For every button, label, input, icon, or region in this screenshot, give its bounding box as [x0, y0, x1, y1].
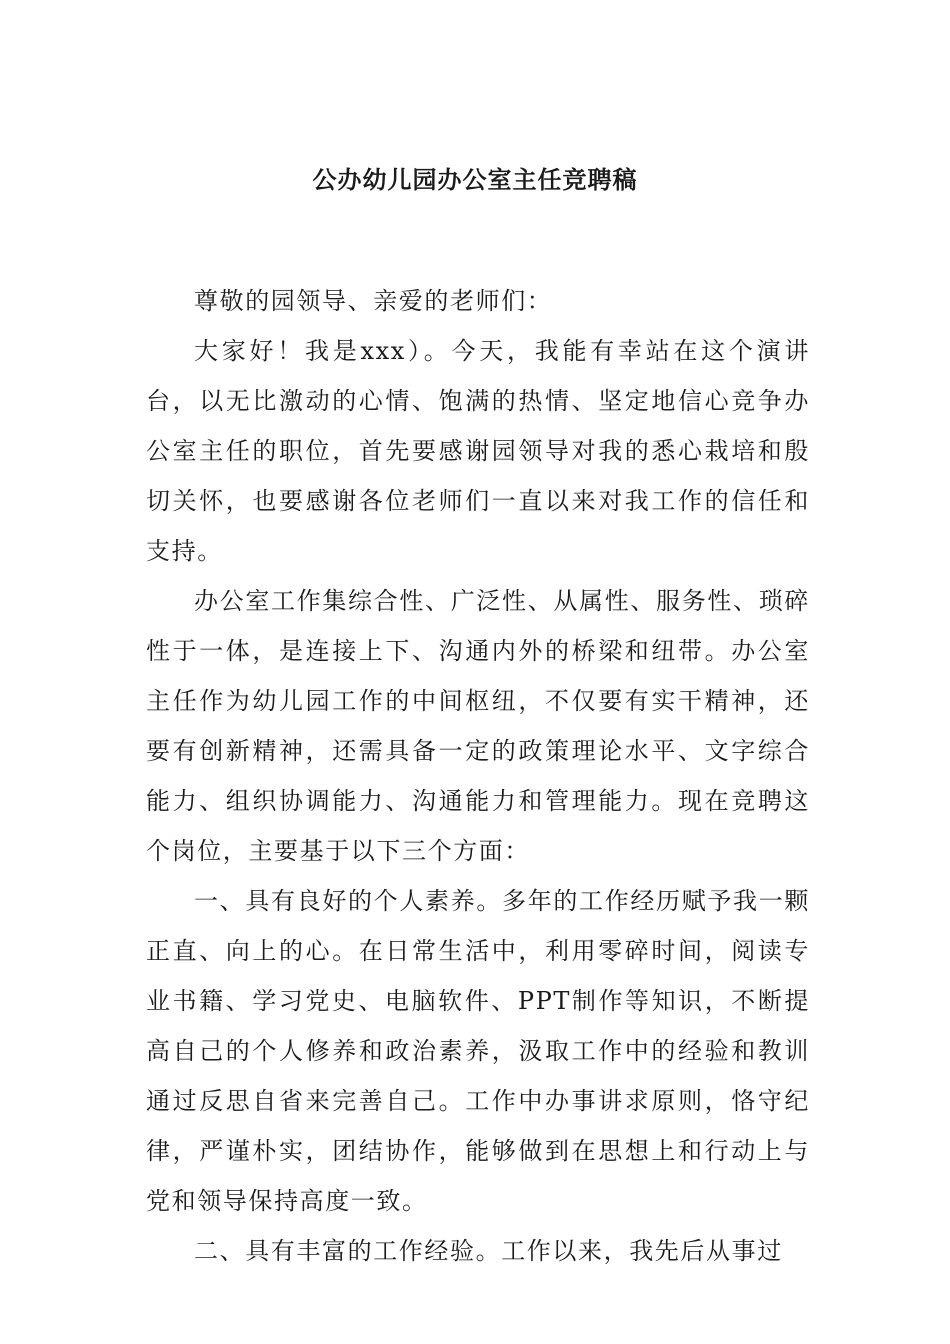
- point-one-paragraph: 一、具有良好的个人素养。多年的工作经历赋予我一颗正直、向上的心。在日常生活中，利用零碎时间，阅读专业书籍、学习党史、电脑软件、PPT制作等知识，不断提高自己的个人修养和政治素养，汲取工作中的经验和教训通过反思自省来完善自己。工作中办事讲求原则，恪守纪律，严谨朴实，团结协作，能够做到在思想上和行动上与党和领导保持高度一致。: [146, 887, 810, 1215]
- point-two-paragraph: 二、具有丰富的工作经验。工作以来，我先后从事过: [194, 1237, 783, 1265]
- greeting-paragraph: 大家好！我是xxx）。今天，我能有幸站在这个演讲台，以无比激动的心情、饱满的热情、坚定地信心竞争办公室主任的职位，首先要感谢园领导对我的悉心栽培和殷切关怀，也要感谢各位老师们一直以来对我工作的信任和支持。: [146, 337, 810, 565]
- salutation-paragraph: 尊敬的园领导、亲爱的老师们：: [194, 287, 553, 315]
- office-work-paragraph: 办公室工作集综合性、广泛性、从属性、服务性、琐碎性于一体，是连接上下、沟通内外的桥梁和纽带。办公室主任作为幼儿园工作的中间枢纽，不仅要有实干精神，还要有创新精神，还需具备一定的政策理论水平、文字综合能力、组织协调能力、沟通能力和管理能力。现在竞聘这个岗位，主要基于以下三个方面：: [146, 587, 810, 865]
- document-title: 公办幼儿园办公室主任竞聘稿: [312, 165, 638, 194]
- document-body: [146, 276, 810, 1276]
